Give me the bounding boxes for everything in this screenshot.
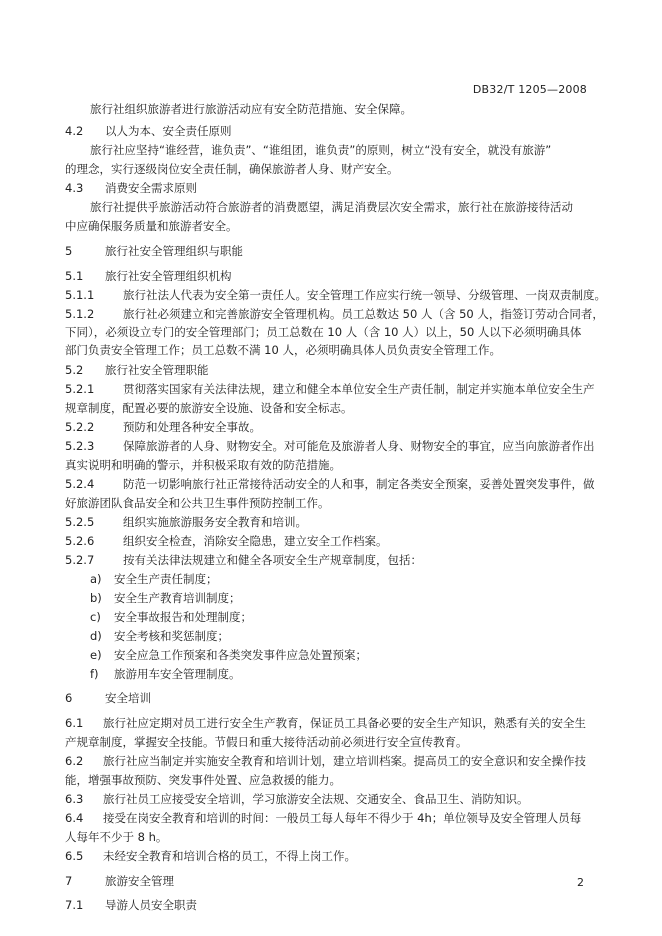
section-title: 旅行社安全管理组织机构 <box>105 269 232 283</box>
paragraph-line: 规章制度，配置必要的旅游安全设施、设备和安全标志。 <box>65 401 353 415</box>
list-item-text: 安全生产责任制度； <box>114 572 218 586</box>
clause-number: 6.2 <box>65 754 84 768</box>
list-item <box>90 590 620 606</box>
section-heading-4-2 <box>65 123 595 139</box>
clause-text: 按有关法律法规建立和健全各项安全生产规章制度，包括： <box>123 553 422 567</box>
section-title: 导游人员安全职责 <box>105 898 197 912</box>
clause-5-2-7 <box>65 552 595 568</box>
clause-number: 6.4 <box>65 811 84 825</box>
clause-text: 旅行社应定期对员工进行安全生产教育，保证员工具备必要的安全生产知识，熟悉有关的安全生 <box>103 716 586 730</box>
section-title: 消费安全需求原则 <box>105 181 197 195</box>
clause-number: 5.2.3 <box>65 439 95 453</box>
paragraph-line: 旅行社应坚持“谁经营，谁负责”、“谁组团，谁负责”的原则，树立“没有安全，就没有旅游” <box>90 143 552 157</box>
list-item-text: 旅游用车安全管理制度。 <box>114 667 241 681</box>
section-heading-5-1 <box>65 268 595 284</box>
list-item-letter: d) <box>90 629 102 643</box>
clause-5-2-4 <box>65 476 595 492</box>
list-item-text: 安全应急工作预案和各类突发事件应急处置预案； <box>114 648 367 662</box>
clause-5-2-5 <box>65 514 595 530</box>
section-number: 7.1 <box>65 898 84 912</box>
clause-5-2-3 <box>65 438 595 454</box>
standard-code: DB32/T 1205—2008 <box>472 83 587 96</box>
list-item <box>90 647 620 663</box>
clause-number: 5.1.2 <box>65 307 95 321</box>
section-heading-6 <box>65 690 595 706</box>
paragraph-line: 的理念，实行逐级岗位安全责任制，确保旅游者人身、财产安全。 <box>65 162 399 176</box>
clause-6-4 <box>65 810 595 826</box>
section-number: 7 <box>65 874 73 888</box>
clause-6-5 <box>65 848 595 864</box>
clause-text: 组织安全检查，消除安全隐患，建立安全工作档案。 <box>123 534 388 548</box>
section-title: 旅行社安全管理组织与职能 <box>105 244 243 258</box>
clause-number: 5.2.7 <box>65 553 95 567</box>
list-item-letter: f) <box>90 667 99 681</box>
list-item <box>90 571 620 587</box>
list-item-letter: b) <box>90 591 102 605</box>
section-number: 5.1 <box>65 269 84 283</box>
clause-text: 贯彻落实国家有关法律法规，建立和健全本单位安全生产责任制，制定并实施本单位安全生产 <box>123 382 595 396</box>
paragraph-line: 旅行社组织旅游者进行旅游活动应有安全防范措施、安全保障。 <box>90 102 412 116</box>
clause-5-2-1 <box>65 381 595 397</box>
clause-6-2 <box>65 753 595 769</box>
list-item-text: 安全生产教育培训制度； <box>114 591 241 605</box>
clause-number: 6.1 <box>65 716 84 730</box>
list-item <box>90 666 620 682</box>
clause-number: 6.5 <box>65 849 84 863</box>
clause-text: 组织实施旅游服务安全教育和培训。 <box>123 515 307 529</box>
clause-number: 5.2.1 <box>65 382 95 396</box>
section-heading-4-3 <box>65 180 595 196</box>
clause-number: 5.2.2 <box>65 420 95 434</box>
paragraph-line: 真实说明和明确的警示，并积极采取有效的防范措施。 <box>65 458 341 472</box>
section-heading-5-2 <box>65 362 595 378</box>
clause-5-2-6 <box>65 533 595 549</box>
clause-number: 5.2.6 <box>65 534 95 548</box>
clause-5-1-1 <box>65 287 606 303</box>
clause-text: 防范一切影响旅行社正常接待活动安全的人和事，制定各类安全预案，妥善处置突发事件，做 <box>123 477 595 491</box>
clause-number: 5.2.5 <box>65 515 95 529</box>
list-item <box>90 609 620 625</box>
paragraph-line: 好旅游团队食品安全和公共卫生事件预防控制工作。 <box>65 496 330 510</box>
section-number: 4.2 <box>65 124 84 138</box>
section-title: 旅游安全管理 <box>105 874 174 888</box>
paragraph-line: 产规章制度，掌握安全技能。节假日和重大接待活动前必须进行安全宣传教育。 <box>65 735 468 749</box>
clause-text: 接受在岗安全教育和培训的时间：一般员工每人每年不得少于 4h；单位领导及安全管理人员每 <box>103 811 582 825</box>
list-item-letter: c) <box>90 610 101 624</box>
section-heading-7-1 <box>65 897 595 913</box>
clause-text: 旅行社应当制定并实施安全教育和培训计划，建立培训档案。提高员工的安全意识和安全操作技 <box>103 754 586 768</box>
section-heading-5 <box>65 243 595 259</box>
clause-text: 预防和处理各种安全事故。 <box>123 420 261 434</box>
paragraph-line: 中应确保服务质量和旅游者安全。 <box>65 219 238 233</box>
clause-number: 6.3 <box>65 792 84 806</box>
paragraph-line: 旅行社提供乎旅游活动符合旅游者的消费愿望，满足消费层次安全需求，旅行社在旅游接待活动 <box>90 200 573 214</box>
section-number: 6 <box>65 691 73 705</box>
clause-6-3 <box>65 791 595 807</box>
section-number: 5.2 <box>65 363 84 377</box>
clause-text: 旅行社必须建立和完善旅游安全管理机构。员工总数达 50 人（含 50 人，指签订劳动合同者， <box>123 307 604 321</box>
list-item <box>90 628 620 644</box>
section-title: 旅行社安全管理职能 <box>105 363 209 377</box>
page-number: 2 <box>577 876 584 889</box>
paragraph-line: 下同），必须设立专门的安全管理部门；员工总数在 10 人（含 10 人）以上，50 人以下必须明确具体 <box>65 325 582 339</box>
clause-5-2-2 <box>65 419 595 435</box>
paragraph-line: 能，增强事故预防、突发事件处置、应急救援的能力。 <box>65 773 341 787</box>
clause-text: 旅行社法人代表为安全第一责任人。安全管理工作应实行统一领导、分级管理、一岗双责制度。 <box>123 288 606 302</box>
paragraph-line: 人每年不少于 8 h。 <box>65 830 168 844</box>
section-heading-7 <box>65 873 595 889</box>
clause-text: 旅行社员工应接受安全培训，学习旅游安全法规、交通安全、食品卫生、消防知识。 <box>103 792 529 806</box>
section-number: 5 <box>65 244 73 258</box>
clause-number: 5.1.1 <box>65 288 95 302</box>
list-item-letter: a) <box>90 572 102 586</box>
clause-5-1-2 <box>65 306 604 322</box>
list-item-text: 安全考核和奖惩制度； <box>114 629 229 643</box>
clause-number: 5.2.4 <box>65 477 95 491</box>
clause-6-1 <box>65 715 595 731</box>
section-title: 以人为本、安全责任原则 <box>105 124 232 138</box>
list-item-letter: e) <box>90 648 102 662</box>
paragraph-line: 部门负责安全管理工作；员工总数不满 10 人，必须明确具体人员负责安全管理工作。 <box>65 343 501 357</box>
list-item-text: 安全事故报告和处理制度； <box>114 610 252 624</box>
section-title: 安全培训 <box>105 691 151 705</box>
section-number: 4.3 <box>65 181 84 195</box>
clause-text: 未经安全教育和培训合格的员工，不得上岗工作。 <box>103 849 356 863</box>
clause-text: 保障旅游者的人身、财物安全。对可能危及旅游者人身、财物安全的事宜，应当向旅游者作出 <box>123 439 595 453</box>
